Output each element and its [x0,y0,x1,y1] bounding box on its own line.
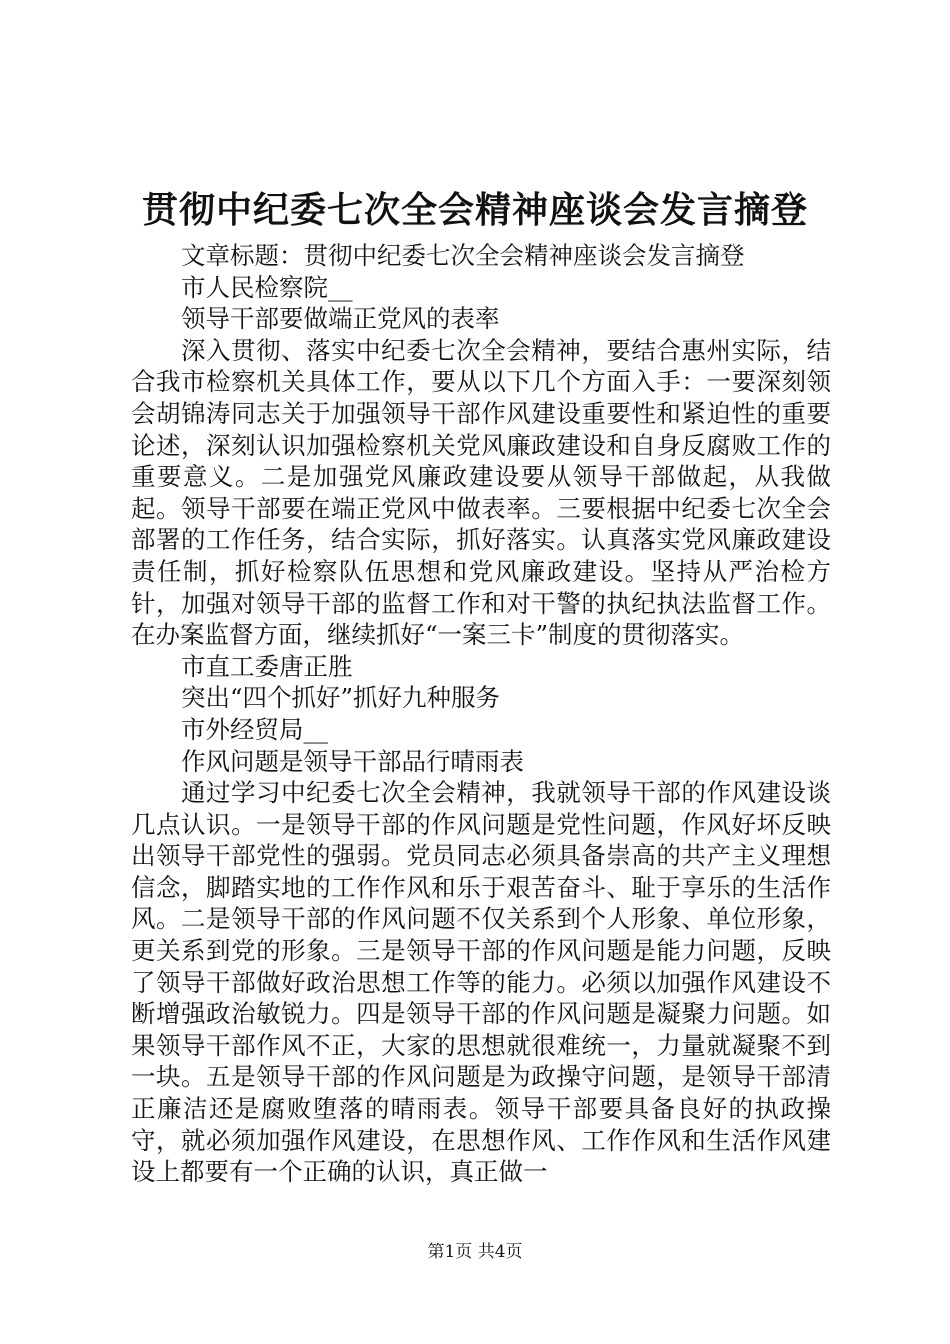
section-heading: 领导干部要做端正党风的表率 [181,304,500,334]
document-body [131,240,831,1188]
body-paragraph: 通过学习中纪委七次全会精神，我就领导干部的作风建设谈几点认识。一是领导干部的作风问题是党性问题，作风好坏反映出领导干部党性的强弱。党员同志必须具备崇高的共产主义理想信念，脚踏实地的工作作风和乐于艰苦奋斗、耻于享乐的生活作风。二是领导干部的作风问题不仅关系到个人形象、单位形象，更关系到党的形象。三是领导干部的作风问题是能力问题，反映了领导干部做好政治思想工作等的能力。必须以加强作风建设不断增强政治敏锐力。四是领导干部的作风问题是凝聚力问题。如果领导干部作风不正，大家的思想就很难统一，力量就凝聚不到一块。五是领导干部的作风问题是为政操守问题，是领导干部清正廉洁还是腐败堕落的晴雨表。领导干部要具备良好的执政操守，就必须加强作风建设，在思想作风、工作作风和生活作风建设上都要有一个正确的认识，真正做一 [131,778,831,1187]
document-title: 贯彻中纪委七次全会精神座谈会发言摘登 [141,189,808,231]
article-title-line: 文章标题：贯彻中纪委七次全会精神座谈会发言摘登 [181,241,745,270]
speaker-line: 市人民检察院__ [181,272,353,302]
body-paragraph: 深入贯彻、落实中纪委七次全会精神，要结合惠州实际，结合我市检察机关具体工作，要从以下几个方面入手：一要深刻领会胡锦涛同志关于加强领导干部作风建设重要性和紧迫性的重要论述，深刻认识加强检察机关党风廉政建设和自身反腐败工作的重要意义。二是加强党风廉政建设要从领导干部做起，从我做起。领导干部要在端正党风中做表率。三要根据中纪委七次全会部署的工作任务，结合实际，抓好落实。认真落实党风廉政建设责任制，抓好检察队伍思想和党风廉政建设。坚持从严治检方针，加强对领导干部的监督工作和对干警的执纪执法监督工作。在办案监督方面，继续抓好“一案三卡”制度的贯彻落实。 [131,335,831,650]
section-heading: 突出“四个抓好”抓好九种服务 [181,683,501,713]
section-heading: 作风问题是领导干部品行晴雨表 [181,746,524,776]
page-indicator: 第1页 共4页 [427,1242,523,1262]
speaker-line: 市外经贸局__ [181,714,328,744]
speaker-line: 市直工委唐正胜 [181,651,353,681]
